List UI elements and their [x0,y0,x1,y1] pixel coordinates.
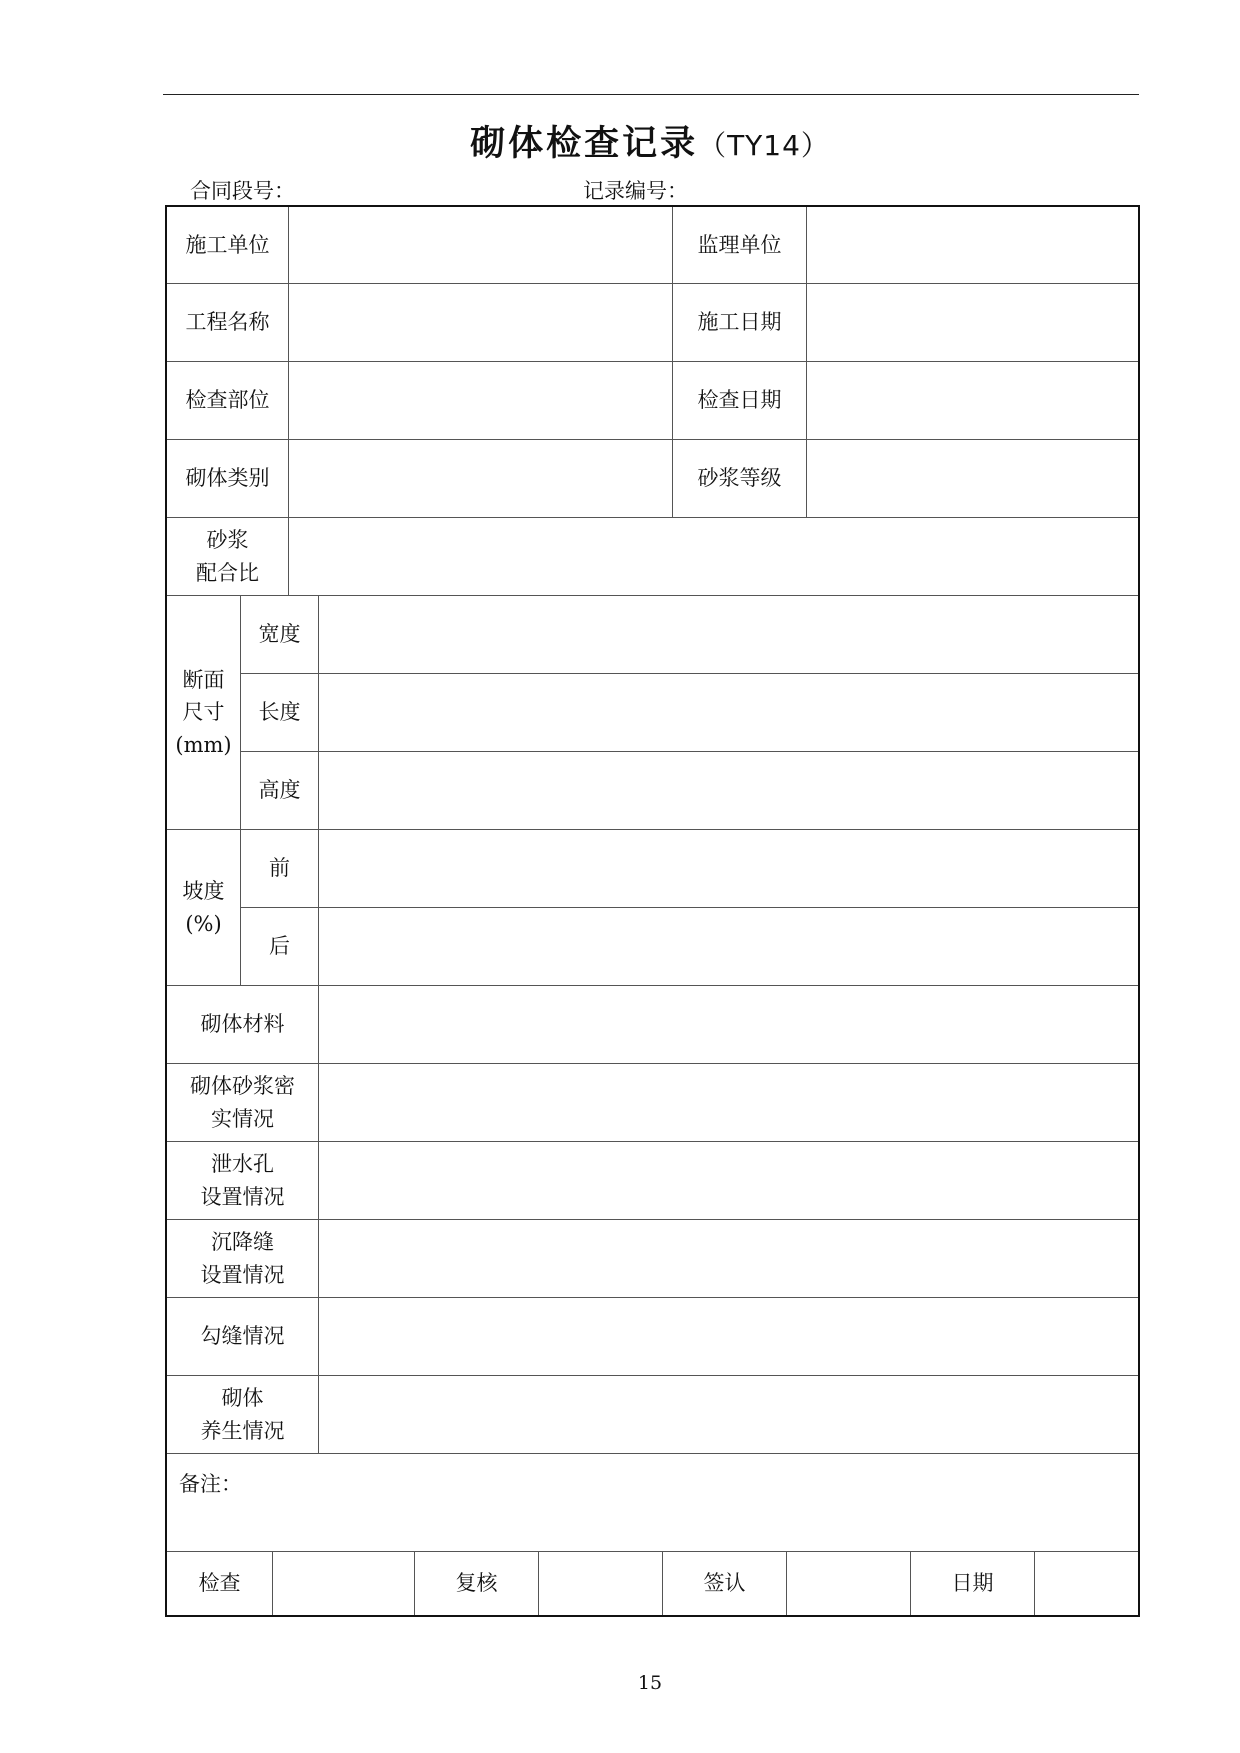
contract-section-label: 合同段号： [190,179,295,203]
label-slope-back: 后 [241,908,319,986]
label-height: 高度 [241,752,319,830]
value-approval[interactable] [787,1552,911,1615]
value-date[interactable] [1035,1552,1138,1615]
value-mortar-mix-ratio[interactable] [289,518,1138,596]
value-supervision-unit[interactable] [807,207,1138,284]
value-inspector[interactable] [273,1552,415,1615]
label-section-dimensions: 断面 尺寸 (mm) [167,596,241,830]
value-masonry-curing[interactable] [319,1376,1138,1454]
label-masonry-type: 砌体类别 [167,440,289,518]
value-construction-unit[interactable] [289,207,673,284]
title-text: 砌体检查记录 [470,123,699,164]
label-mortar-compactness: 砌体砂浆密 实情况 [167,1064,319,1142]
label-pointing: 勾缝情况 [167,1298,319,1376]
page-title [0,116,1240,166]
label-mortar-mix-ratio: 砂浆 配合比 [167,518,289,596]
label-slope-front: 前 [241,830,319,908]
value-length[interactable] [319,674,1138,752]
label-construction-date: 施工日期 [673,284,807,362]
label-slope: 坡度 (%) [167,830,241,986]
label-construction-unit: 施工单位 [167,207,289,284]
value-settlement-joints[interactable] [319,1220,1138,1298]
label-length: 长度 [241,674,319,752]
value-construction-date[interactable] [807,284,1138,362]
value-mortar-compactness[interactable] [319,1064,1138,1142]
title-code: （TY14） [698,129,830,162]
label-reviewer: 复核 [415,1552,539,1615]
value-masonry-type[interactable] [289,440,673,518]
header-rule [163,94,1139,95]
label-masonry-material: 砌体材料 [167,986,319,1064]
remarks-area[interactable] [167,1454,1138,1552]
value-masonry-material[interactable] [319,986,1138,1064]
label-inspector: 检查 [167,1552,273,1615]
label-weep-holes: 泄水孔 设置情况 [167,1142,319,1220]
value-reviewer[interactable] [539,1552,663,1615]
label-approval: 签认 [663,1552,787,1615]
value-inspection-location[interactable] [289,362,673,440]
label-inspection-date: 检查日期 [673,362,807,440]
value-pointing[interactable] [319,1298,1138,1376]
value-mortar-grade[interactable] [807,440,1138,518]
page-number: 15 [637,1672,663,1694]
inspection-form-table [165,205,1140,1617]
label-mortar-grade: 砂浆等级 [673,440,807,518]
value-slope-front[interactable] [319,830,1138,908]
label-date: 日期 [911,1552,1035,1615]
label-project-name: 工程名称 [167,284,289,362]
remarks-label: 备注： [179,1472,242,1496]
value-width[interactable] [319,596,1138,674]
value-weep-holes[interactable] [319,1142,1138,1220]
value-slope-back[interactable] [319,908,1138,986]
label-settlement-joints: 沉降缝 设置情况 [167,1220,319,1298]
label-supervision-unit: 监理单位 [673,207,807,284]
record-number-label: 记录编号： [583,179,688,203]
value-height[interactable] [319,752,1138,830]
value-project-name[interactable] [289,284,673,362]
label-inspection-location: 检查部位 [167,362,289,440]
label-masonry-curing: 砌体 养生情况 [167,1376,319,1454]
label-width: 宽度 [241,596,319,674]
value-inspection-date[interactable] [807,362,1138,440]
